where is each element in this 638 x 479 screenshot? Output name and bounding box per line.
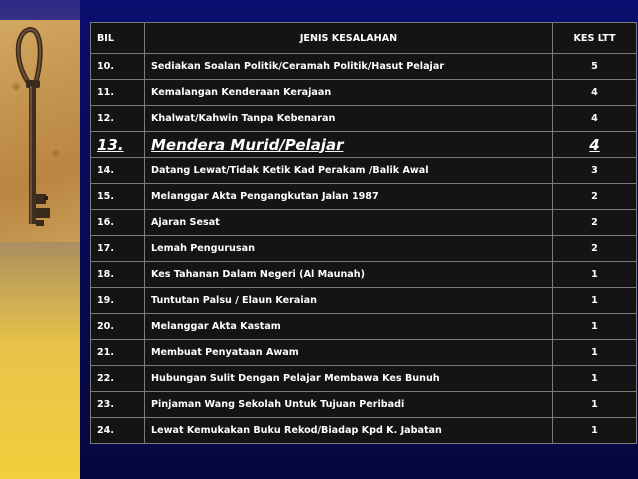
row-jenis: Sediakan Soalan Politik/Ceramah Politik/Hasut Pelajar [145,54,553,80]
row-bil: 15. [91,184,145,210]
key-icon [0,20,80,242]
row-bil: 13. [91,132,145,158]
row-bil: 14. [91,158,145,184]
offence-table [90,22,637,444]
row-kes: 1 [553,366,637,392]
row-bil: 18. [91,262,145,288]
table-row [91,106,637,132]
table-row [91,392,637,418]
row-jenis: Melanggar Akta Kastam [145,314,553,340]
table-row [91,158,637,184]
table-row [91,366,637,392]
row-kes: 2 [553,236,637,262]
row-kes: 4 [553,132,637,158]
table-row [91,54,637,80]
key-photo [0,20,80,242]
row-kes: 1 [553,340,637,366]
table-row [91,418,637,444]
table-row [91,80,637,106]
table-row [91,340,637,366]
table-row [91,288,637,314]
table-row [91,184,637,210]
row-kes: 4 [553,80,637,106]
row-jenis: Lewat Kemukakan Buku Rekod/Biadap Kpd K. Jabatan [145,418,553,444]
table-header-row [91,23,637,54]
row-bil: 19. [91,288,145,314]
row-bil: 24. [91,418,145,444]
header-jenis-kesalahan: JENIS KESALAHAN [145,23,553,54]
table-row-highlighted [91,132,637,158]
header-kes-ltt: KES LTT [553,23,637,54]
table-row [91,314,637,340]
row-jenis: Melanggar Akta Pengangkutan Jalan 1987 [145,184,553,210]
row-bil: 22. [91,366,145,392]
row-jenis: Datang Lewat/Tidak Ketik Kad Perakam /Balik Awal [145,158,553,184]
row-jenis: Membuat Penyataan Awam [145,340,553,366]
row-kes: 1 [553,314,637,340]
row-jenis: Tuntutan Palsu / Elaun Keraian [145,288,553,314]
row-kes: 4 [553,106,637,132]
row-bil: 20. [91,314,145,340]
row-kes: 1 [553,262,637,288]
row-bil: 12. [91,106,145,132]
row-kes: 2 [553,210,637,236]
row-kes: 1 [553,418,637,444]
table-row [91,262,637,288]
row-bil: 23. [91,392,145,418]
row-bil: 21. [91,340,145,366]
row-kes: 2 [553,184,637,210]
row-jenis: Ajaran Sesat [145,210,553,236]
row-jenis: Mendera Murid/Pelajar [145,132,553,158]
row-jenis: Kes Tahanan Dalam Negeri (Al Maunah) [145,262,553,288]
row-jenis: Khalwat/Kahwin Tanpa Kebenaran [145,106,553,132]
row-bil: 11. [91,80,145,106]
row-bil: 10. [91,54,145,80]
row-bil: 17. [91,236,145,262]
row-kes: 1 [553,288,637,314]
row-jenis: Kemalangan Kenderaan Kerajaan [145,80,553,106]
table-row [91,236,637,262]
row-kes: 3 [553,158,637,184]
row-jenis: Lemah Pengurusan [145,236,553,262]
header-bil: BIL [91,23,145,54]
row-jenis: Hubungan Sulit Dengan Pelajar Membawa Kes Bunuh [145,366,553,392]
table-row [91,210,637,236]
row-kes: 5 [553,54,637,80]
row-bil: 16. [91,210,145,236]
row-kes: 1 [553,392,637,418]
row-jenis: Pinjaman Wang Sekolah Untuk Tujuan Peribadi [145,392,553,418]
